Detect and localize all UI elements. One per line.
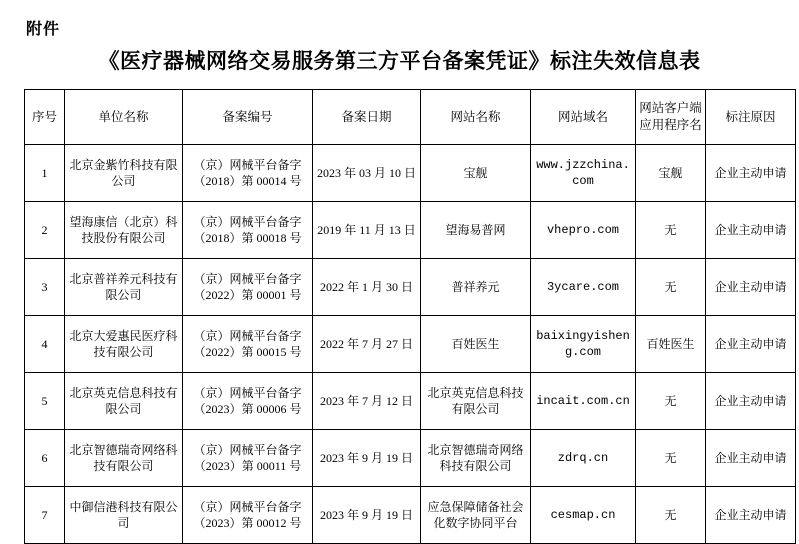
- cell-reason: 企业主动申请: [706, 316, 796, 373]
- cell-unit-name: 北京大爱惠民医疗科技有限公司: [65, 316, 183, 373]
- cell-reason: 企业主动申请: [706, 373, 796, 430]
- cell-site-name: 北京英克信息科技有限公司: [421, 373, 531, 430]
- cell-domain: incait.com.cn: [531, 373, 636, 430]
- cell-unit-name: 北京英克信息科技有限公司: [65, 373, 183, 430]
- cell-domain: cesmap.cn: [531, 487, 636, 544]
- cell-domain: vhepro.com: [531, 202, 636, 259]
- table-row: [25, 487, 796, 544]
- cell-app-name: 无: [636, 373, 706, 430]
- cell-record-date: 2023 年 03 月 10 日: [313, 145, 421, 202]
- cell-index: 6: [25, 430, 65, 487]
- column-header-reason: 标注原因: [706, 90, 796, 145]
- cell-reason: 企业主动申请: [706, 259, 796, 316]
- cell-record-date: 2023 年 9 月 19 日: [313, 430, 421, 487]
- cell-record-no: （京）网械平台备字（2023）第 00006 号: [183, 373, 313, 430]
- table-row: [25, 145, 796, 202]
- page-title: 《医疗器械网络交易服务第三方平台备案凭证》标注失效信息表: [98, 49, 701, 73]
- cell-index: 4: [25, 316, 65, 373]
- cell-unit-name: 北京智德瑞奇网络科技有限公司: [65, 430, 183, 487]
- column-header-unit-name: 单位名称: [65, 90, 183, 145]
- column-header-domain: 网站域名: [531, 90, 636, 145]
- cell-unit-name: 中御信港科技有限公司: [65, 487, 183, 544]
- cell-record-no: （京）网械平台备字（2022）第 00001 号: [183, 259, 313, 316]
- cell-record-no: （京）网械平台备字（2023）第 00011 号: [183, 430, 313, 487]
- cell-record-no: （京）网械平台备字（2023）第 00012 号: [183, 487, 313, 544]
- cell-record-no: （京）网械平台备字（2018）第 00014 号: [183, 145, 313, 202]
- cell-app-name: 无: [636, 202, 706, 259]
- table-row: [25, 373, 796, 430]
- cell-domain: www.jzzchina.com: [531, 145, 636, 202]
- cell-app-name: 无: [636, 259, 706, 316]
- cell-index: 2: [25, 202, 65, 259]
- column-header-index: 序号: [25, 90, 65, 145]
- attachment-label: 附件: [26, 21, 61, 38]
- cell-index: 3: [25, 259, 65, 316]
- cell-app-name: 无: [636, 487, 706, 544]
- cell-site-name: 百姓医生: [421, 316, 531, 373]
- cell-record-no: （京）网械平台备字（2018）第 00018 号: [183, 202, 313, 259]
- cell-index: 5: [25, 373, 65, 430]
- table-row: [25, 202, 796, 259]
- cell-site-name: 普祥养元: [421, 259, 531, 316]
- invalid-record-info-table: [24, 89, 796, 544]
- cell-record-date: 2022 年 1 月 30 日: [313, 259, 421, 316]
- cell-record-date: 2019 年 11 月 13 日: [313, 202, 421, 259]
- cell-record-date: 2022 年 7 月 27 日: [313, 316, 421, 373]
- table-header-row: [25, 90, 796, 145]
- cell-domain: 3ycare.com: [531, 259, 636, 316]
- cell-site-name: 北京智德瑞奇网络科技有限公司: [421, 430, 531, 487]
- table-row: [25, 430, 796, 487]
- cell-site-name: 望海易普网: [421, 202, 531, 259]
- cell-reason: 企业主动申请: [706, 202, 796, 259]
- cell-domain: zdrq.cn: [531, 430, 636, 487]
- cell-app-name: 百姓医生: [636, 316, 706, 373]
- cell-reason: 企业主动申请: [706, 145, 796, 202]
- column-header-site-name: 网站名称: [421, 90, 531, 145]
- cell-unit-name: 北京金紫竹科技有限公司: [65, 145, 183, 202]
- cell-domain: baixingyisheng.com: [531, 316, 636, 373]
- cell-index: 1: [25, 145, 65, 202]
- cell-app-name: 无: [636, 430, 706, 487]
- column-header-record-date: 备案日期: [313, 90, 421, 145]
- cell-app-name: 宝舰: [636, 145, 706, 202]
- cell-reason: 企业主动申请: [706, 430, 796, 487]
- table-row: [25, 259, 796, 316]
- cell-site-name: 宝舰: [421, 145, 531, 202]
- cell-record-date: 2023 年 7 月 12 日: [313, 373, 421, 430]
- cell-record-date: 2023 年 9 月 19 日: [313, 487, 421, 544]
- cell-unit-name: 望海康信（北京）科技股份有限公司: [65, 202, 183, 259]
- cell-unit-name: 北京普祥养元科技有限公司: [65, 259, 183, 316]
- cell-record-no: （京）网械平台备字（2022）第 00015 号: [183, 316, 313, 373]
- cell-reason: 企业主动申请: [706, 487, 796, 544]
- column-header-app-name: 网站客户端应用程序名: [636, 90, 706, 145]
- cell-site-name: 应急保障储备社会化数字协同平台: [421, 487, 531, 544]
- cell-index: 7: [25, 487, 65, 544]
- column-header-record-no: 备案编号: [183, 90, 313, 145]
- table-row: [25, 316, 796, 373]
